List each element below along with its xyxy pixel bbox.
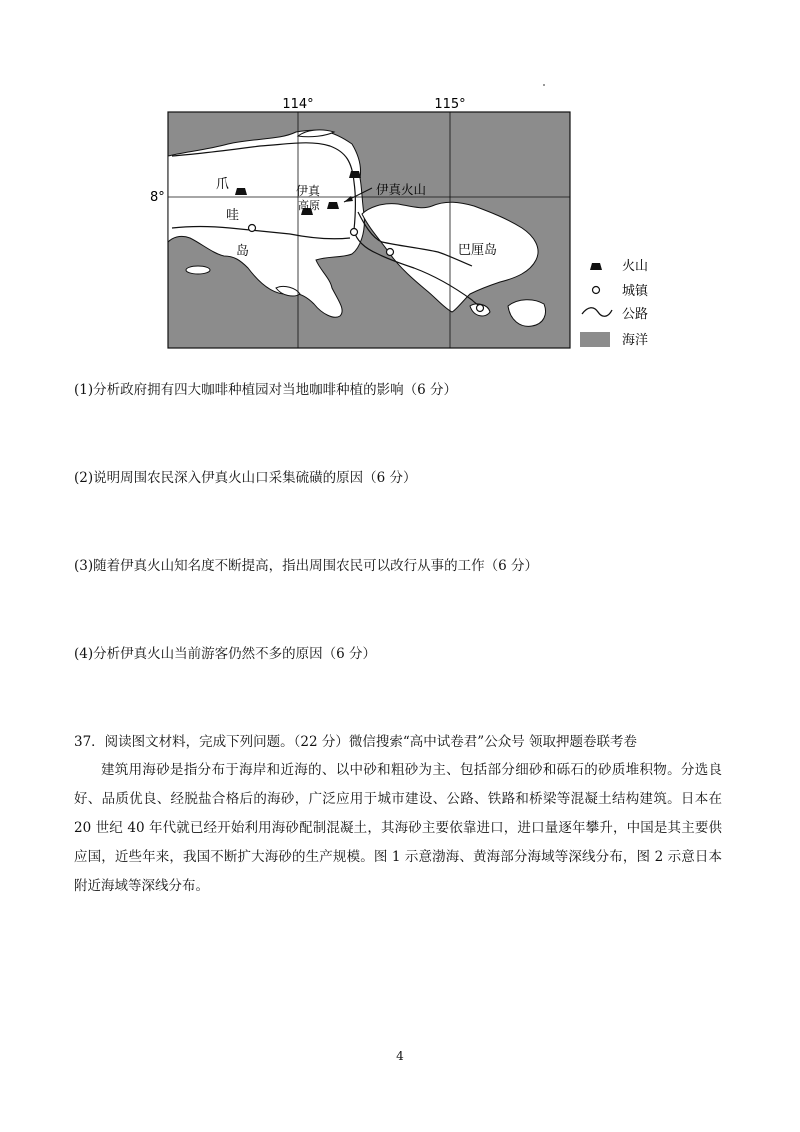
legend-town-label: 城镇 [622, 284, 649, 299]
scan-dot [543, 84, 545, 86]
label-java-2: 哇 [226, 208, 240, 223]
legend-road-icon [582, 308, 612, 317]
question-3: (3)随着伊真火山知名度不断提高，指出周围农民可以改行从事的工作（6 分） [74, 558, 539, 574]
legend-ocean-label: 海洋 [622, 333, 649, 348]
town-marker [351, 229, 358, 236]
question-1: (1)分析政府拥有四大咖啡种植园对当地咖啡种植的影响（6 分） [74, 382, 458, 398]
legend-ocean-swatch [580, 332, 610, 347]
volcano-icon [349, 171, 361, 178]
question-37-heading: 37．阅读图文材料，完成下列问题。（22 分）微信搜索“高中试卷君”公众号 领取押题卷联考卷 [74, 734, 637, 750]
material-paragraph: 建筑用海砂是指分布于海岸和近海的、以中砂和粗砂为主、包括部分细砂和砾石的砂质堆积物。分选良好、品质优良、经脱盐合格后的海砂，广泛应用于城市建设、公路、铁路和桥梁等混凝土结构建筑。日本在 20 世纪 40 年代就已经开始利用海砂配制混凝土，其海砂主要依靠进口，进口量逐年攀升，中国是其主要供应国，近些年来，我国不断扩大海砂的生产规模。图 1 示意渤海、黄海部分海域等深线分布，图 2 示意日本附近海域等深线分布。 [74, 762, 722, 894]
label-java-3: 岛 [236, 244, 250, 259]
label-ijen-plateau-1: 伊真 [296, 184, 321, 198]
legend-volcano-label: 火山 [622, 259, 649, 274]
town-marker [387, 249, 394, 256]
legend-town-icon [593, 287, 600, 294]
longitude-label-115: 115° [434, 97, 466, 112]
question-37-material [74, 756, 722, 901]
volcano-icon [327, 202, 339, 209]
question-2: (2)说明周围农民深入伊真火山口采集硫磺的原因（6 分） [74, 470, 417, 486]
longitude-label-114: 114° [282, 97, 314, 112]
question-4: (4)分析伊真火山当前游客仍然不多的原因（6 分） [74, 646, 377, 662]
legend-road-label: 公路 [622, 307, 649, 322]
latitude-label-8: 8° [150, 190, 165, 205]
legend-volcano-icon [590, 263, 602, 270]
map-figure [150, 92, 670, 354]
volcano-icon [235, 188, 247, 195]
town-marker [477, 305, 484, 312]
legend [580, 258, 649, 348]
label-ijen-volcano: 伊真火山 [376, 182, 427, 197]
islet [186, 266, 210, 274]
town-marker [249, 225, 256, 232]
page-number: 4 [396, 1049, 404, 1063]
label-java-1: 爪 [216, 177, 230, 192]
label-bali: 巴厘岛 [458, 243, 498, 258]
label-ijen-plateau-2: 高原 [298, 199, 320, 212]
